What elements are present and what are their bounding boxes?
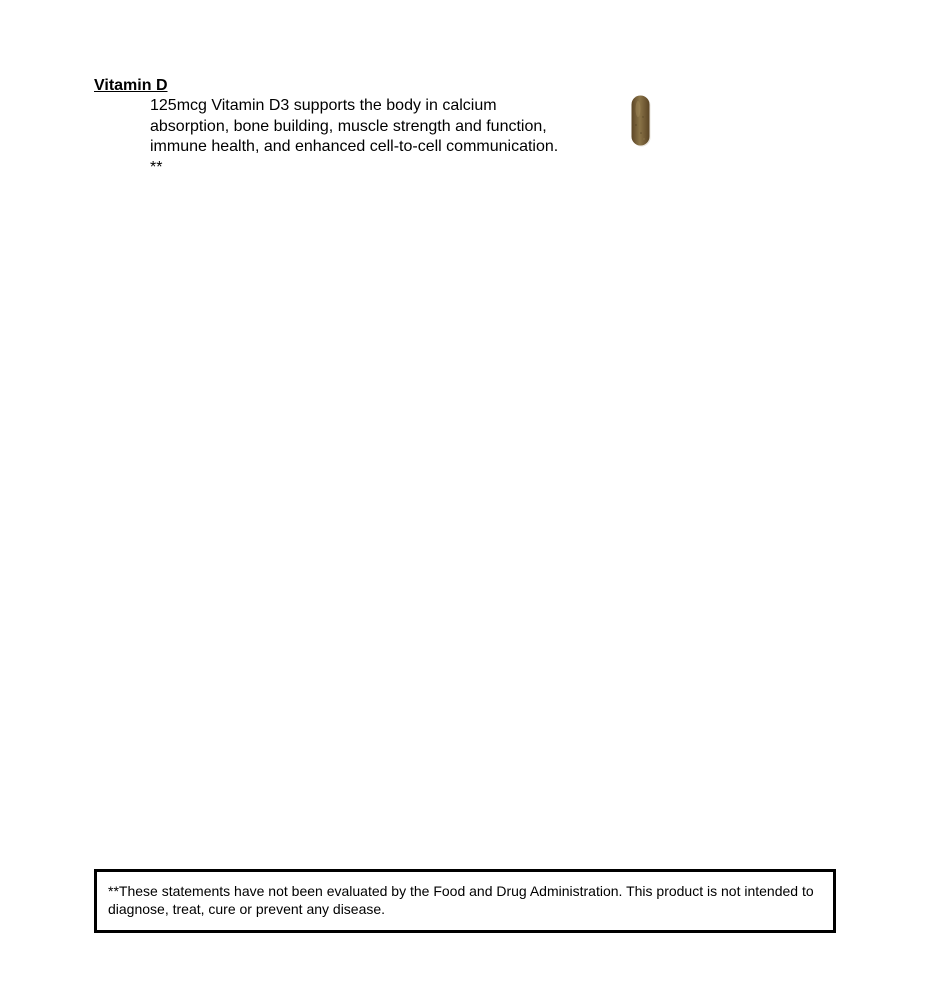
- supplement-title: Vitamin D: [94, 77, 168, 94]
- capsule-icon: [630, 95, 652, 148]
- fda-disclaimer-box: [94, 869, 836, 933]
- supplement-description: 125mcg Vitamin D3 supports the body in calcium absorption, bone building, muscle strength and function, immune health, and enhanced cell-to-cell communication. **: [150, 97, 559, 176]
- fda-disclaimer-text: **These statements have not been evaluated by the Food and Drug Administration. This product is not intended to diagnose, treat, cure or prevent any disease.: [108, 883, 814, 917]
